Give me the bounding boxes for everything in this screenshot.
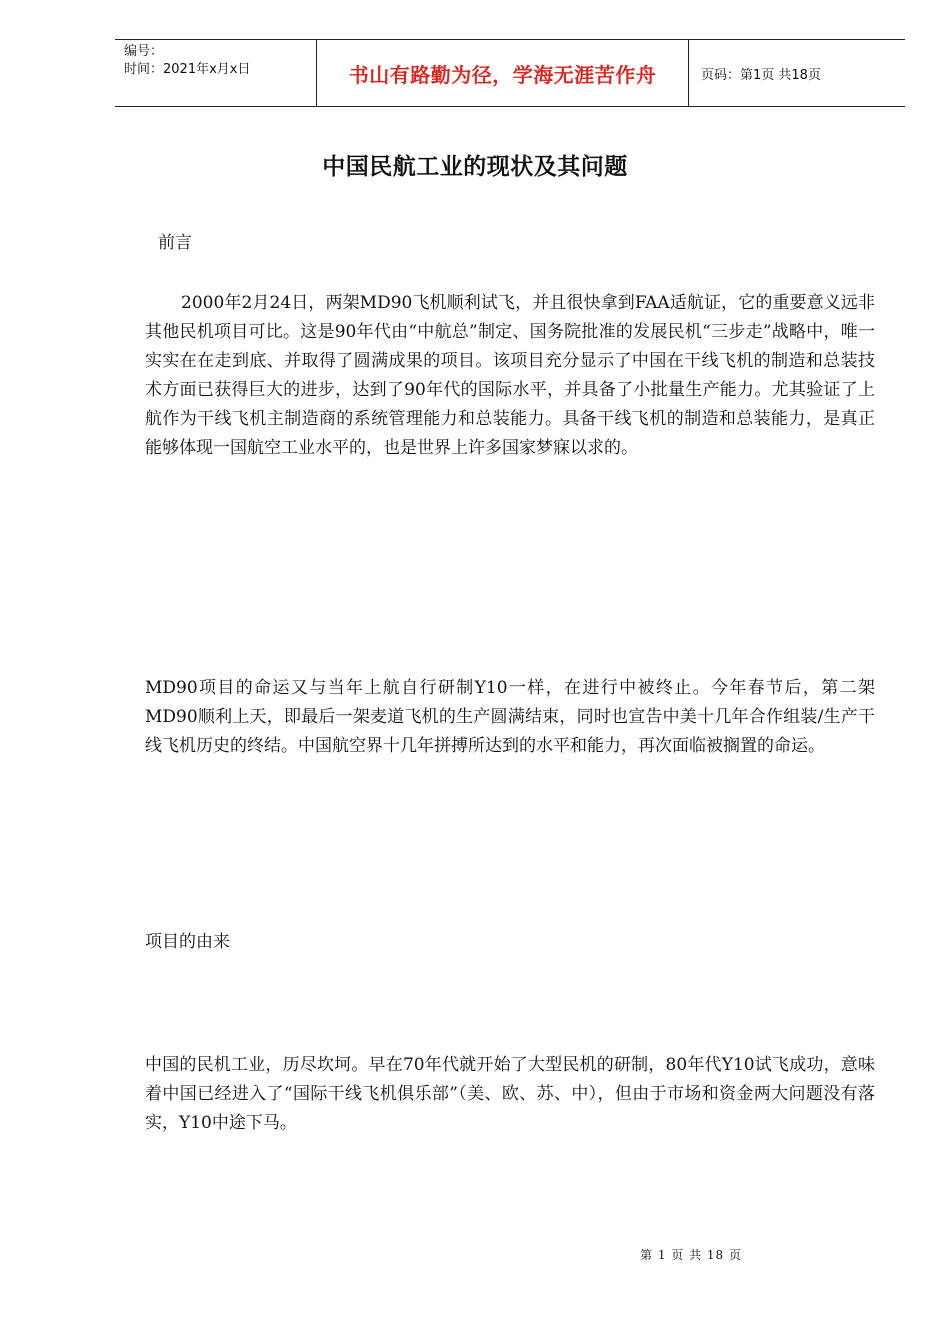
- preface-heading: 前言: [158, 233, 192, 253]
- origin-heading: 项目的由来: [145, 932, 230, 952]
- header-motto: 书山有路勤为径，学海无涯苦作舟: [316, 40, 689, 106]
- page-footer: 第 1 页 共 18 页: [640, 1248, 742, 1262]
- page-header: [115, 39, 905, 107]
- header-meta: [115, 40, 316, 106]
- date-label: 时间：2021年x月x日: [124, 62, 251, 77]
- paragraph-3: 中国的民机工业，历尽坎坷。早在70年代就开始了大型民机的研制，80年代Y10试飞成功，意味着中国已经进入了“国际干线飞机俱乐部”（美、欧、苏、中），但由于市场和资金两大问题没有落实，Y10中途下马。: [145, 1055, 875, 1133]
- paragraph-1: 2000年2月24日，两架MD90飞机顺利试飞，并且很快拿到FAA适航证，它的重要意义远非其他民机项目可比。这是90年代由“中航总”制定、国务院批准的发展民机“三步走”战略中，唯一实实在在走到底、并取得了圆满成果的项目。该项目充分显示了中国在干线飞机的制造和总装技术方面已获得巨大的进步，达到了90年代的国际水平，并具备了小批量生产能力。尤其验证了上航作为干线飞机主制造商的系统管理能力和总装能力。具备干线飞机的制造和总装能力，是真正能够体现一国航空工业水平的，也是世界上许多国家梦寐以求的。: [145, 293, 875, 458]
- document-title: 中国民航工业的现状及其问题: [322, 153, 628, 180]
- serial-number-label: 编号：: [124, 44, 164, 59]
- header-page-info: 页码：第1页 共18页: [701, 67, 821, 83]
- paragraph-2: MD90项目的命运又与当年上航自行研制Y10一样，在进行中被终止。今年春节后，第二架MD90顺利上天，即最后一架麦道飞机的生产圆满结束，同时也宣告中美十几年合作组装/生产干线飞机历史的终结。中国航空界十几年拼搏所达到的水平和能力，再次面临被搁置的命运。: [145, 678, 875, 756]
